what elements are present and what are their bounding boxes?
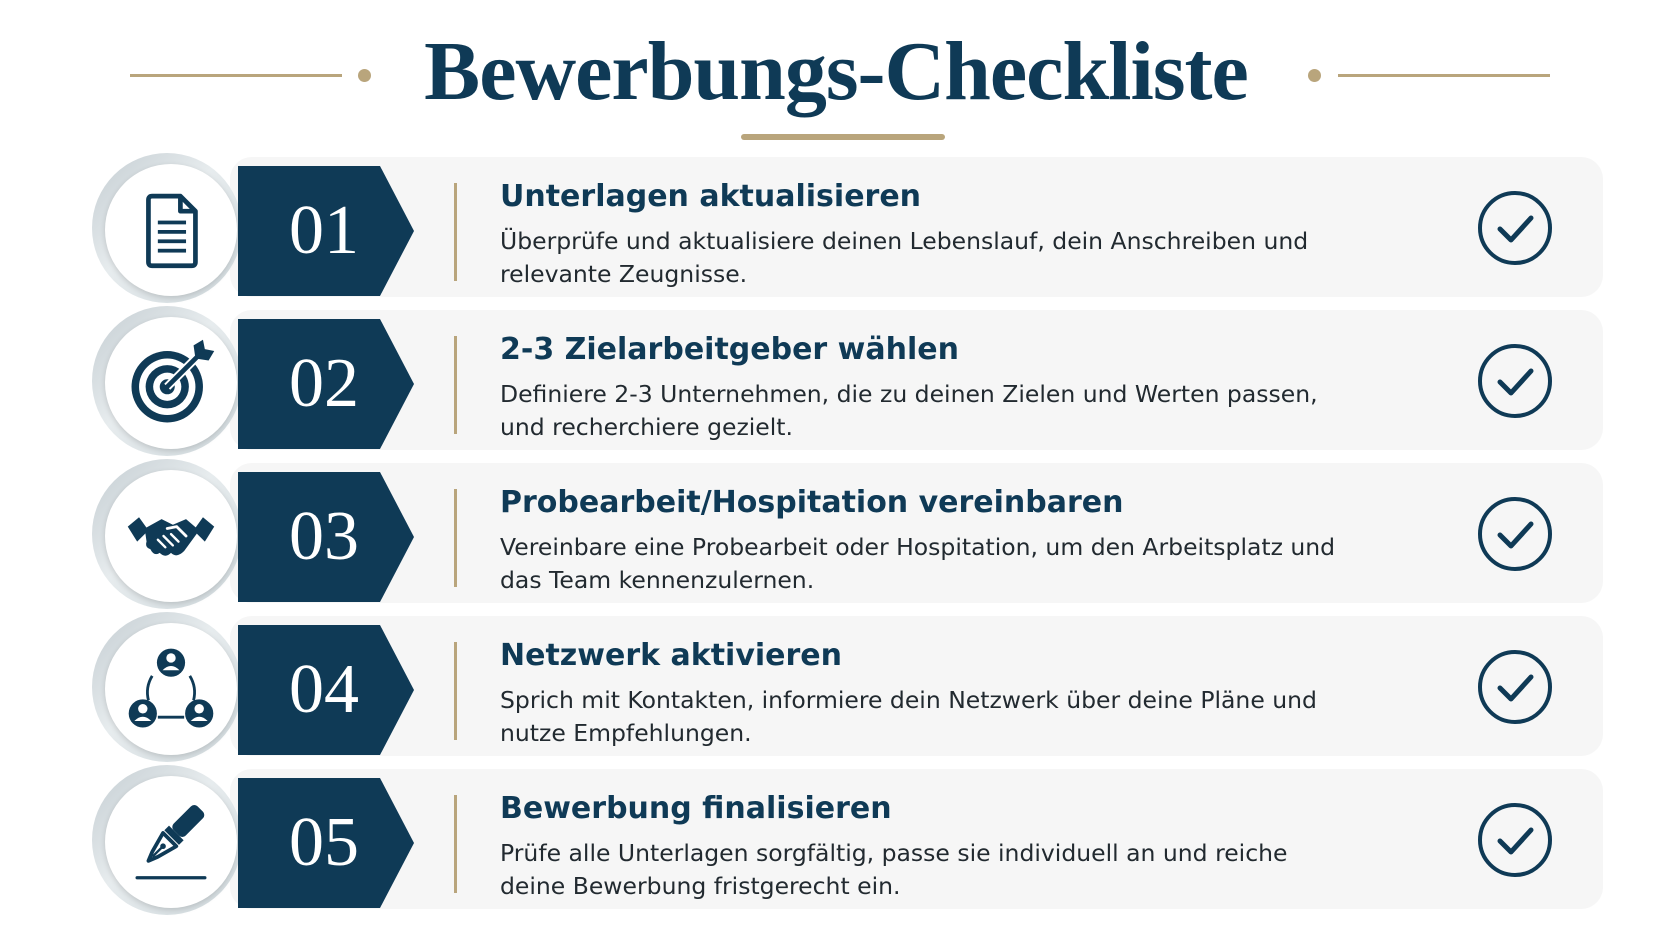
check-button[interactable] [1476, 495, 1554, 573]
icon-badge [105, 317, 237, 449]
checkmark-circle-icon [1476, 495, 1554, 573]
icon-badge [105, 776, 237, 908]
item-description: Sprich mit Kontakten, informiere dein Netzwerk über deine Pläne und nutze Empfehlungen. [500, 686, 1317, 747]
step-number: 01 [289, 192, 359, 269]
item-title: Probearbeit/Hospitation vereinbaren [500, 485, 1124, 520]
step-number: 04 [289, 651, 359, 728]
item-divider [454, 795, 457, 893]
checklist-item-3 [0, 459, 1672, 603]
checklist-item-2 [0, 306, 1672, 450]
step-number-tab [238, 319, 414, 449]
check-button[interactable] [1476, 801, 1554, 879]
fountain-pen-icon [124, 795, 218, 889]
item-divider [454, 489, 457, 587]
step-number-tab [238, 166, 414, 296]
step-number-tab [238, 778, 414, 908]
check-button[interactable] [1476, 648, 1554, 726]
checklist-item-5 [0, 765, 1672, 909]
item-divider [454, 336, 457, 434]
item-description: Definiere 2-3 Unternehmen, die zu deinen Zielen und Werten passen, und recherchiere gezielt. [500, 380, 1318, 441]
item-title: Bewerbung finalisieren [500, 791, 892, 826]
checklist-item-1 [0, 153, 1672, 297]
step-number-tab [238, 472, 414, 602]
handshake-icon [124, 489, 218, 583]
checkmark-circle-icon [1476, 801, 1554, 879]
item-description: Überprüfe und aktualisiere deinen Lebenslauf, dein Anschreiben und relevante Zeugnisse. [500, 227, 1309, 288]
item-divider [454, 642, 457, 740]
step-number: 03 [289, 498, 359, 575]
step-number-tab [238, 625, 414, 755]
document-icon [124, 183, 218, 277]
page-title: Bewerbungs-Checkliste [424, 25, 1248, 118]
item-description: Vereinbare eine Probearbeit oder Hospitation, um den Arbeitsplatz und das Team kennenzulernen. [500, 533, 1336, 594]
icon-badge [105, 623, 237, 755]
checklist-item-4 [0, 612, 1672, 756]
checkmark-circle-icon [1476, 648, 1554, 726]
item-title: Netzwerk aktivieren [500, 638, 843, 673]
item-description: Prüfe alle Unterlagen sorgfältig, passe sie individuell an und reiche deine Bewerbung fristgerecht ein. [500, 839, 1288, 900]
step-number: 02 [289, 345, 359, 422]
icon-badge [105, 164, 237, 296]
checkmark-circle-icon [1476, 342, 1554, 420]
item-divider [454, 183, 457, 281]
network-icon [124, 642, 218, 736]
check-button[interactable] [1476, 342, 1554, 420]
step-number: 05 [289, 804, 359, 881]
item-title: Unterlagen aktualisieren [500, 179, 922, 214]
checkmark-circle-icon [1476, 189, 1554, 267]
item-title: 2-3 Zielarbeitgeber wählen [500, 332, 959, 367]
check-button[interactable] [1476, 189, 1554, 267]
target-icon [124, 336, 218, 430]
icon-badge [105, 470, 237, 602]
